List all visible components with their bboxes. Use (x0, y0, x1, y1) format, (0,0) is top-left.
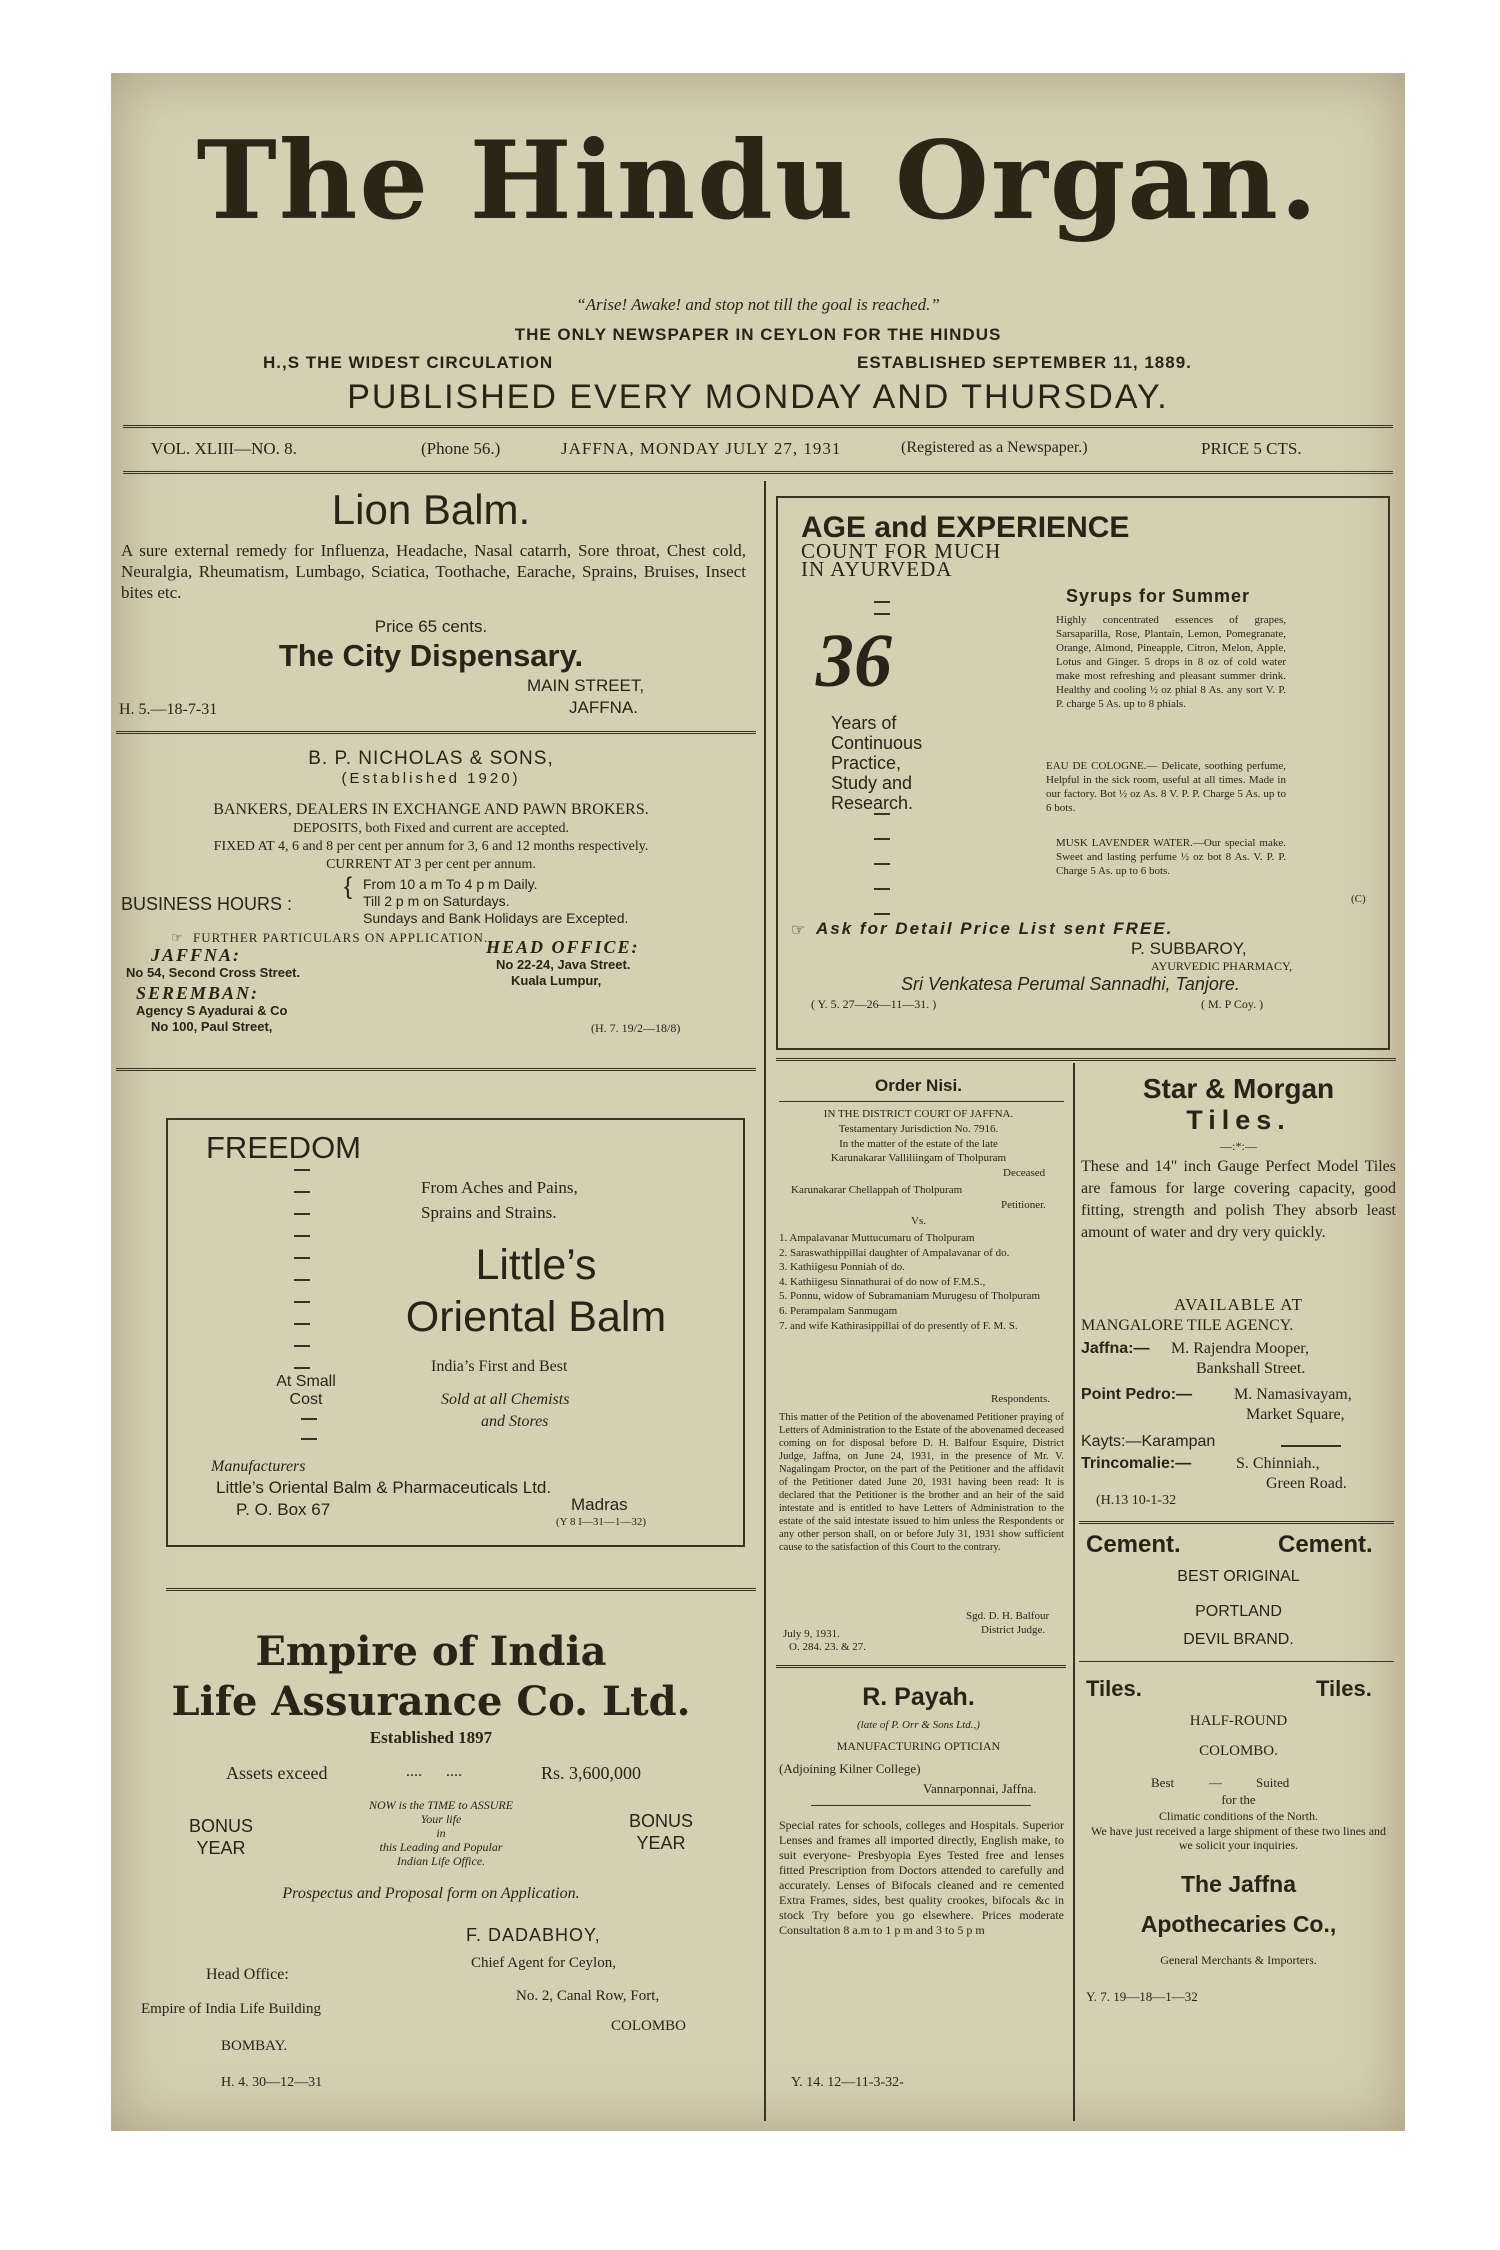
seremban-address-1: Agency S Ayadurai & Co (136, 1003, 288, 1018)
dash (874, 838, 890, 840)
jaffna-agent: M. Rajendra Mooper, (1171, 1340, 1309, 1357)
assure-line: Your life (420, 1812, 462, 1826)
payah-address: Vannarponnai, Jaffna. (923, 1781, 1037, 1796)
empire-established: Established 1897 (369, 1728, 493, 1747)
tiles-right: Tiles. (1316, 1676, 1372, 1701)
empire-building: Empire of India Life Building (141, 2001, 321, 2017)
hours-line-2: Till 2 p m on Saturdays. (363, 893, 510, 909)
ask-price-list: Ask for Detail Price List sent FREE. (816, 919, 1174, 938)
jaffna-apothecaries-2: Apothecaries Co., (1140, 1911, 1337, 1937)
published-line: PUBLISHED EVERY MONDAY AND THURSDAY. (347, 378, 1169, 416)
payah-body: Special rates for schools, colleges and Hospitals. Superior Lenses and frames all imported directly, English make, to suit everyone- Presbyopia Eyes Tested free and lenses fitted Prescription from Doctors attended to carefully and accurately. Lenses of Bifocals cleaned and re cemented Extra Frames, sides, best quality crookes, bifocals &c in stock Try before you go elsewhere. Prices moderate Consultation 8 a.m to 1 p m and 3 to 5 p m (779, 1818, 1064, 1937)
madras: Madras (571, 1495, 628, 1514)
payah-late: (late of P. Orr & Sons Ltd.,) (857, 1719, 980, 1731)
years-line: Study and (831, 773, 913, 793)
manufacturer-name: Little’s Oriental Balm & Pharmaceuticals Ltd. (216, 1478, 552, 1497)
years-line: Continuous (831, 733, 923, 753)
ad-reference: H. 4. 30—12—31 (221, 2075, 323, 2090)
jaffna-address: No 54, Second Cross Street. (126, 965, 301, 980)
respondent: 1. Ampalavanar Muttucumaru of Tholpuram (779, 1232, 975, 1244)
kayts-agent: Kayts:—Karampan (1081, 1433, 1216, 1450)
volume-number: VOL. XLIII—NO. 8. (151, 439, 297, 458)
divider (776, 1665, 1066, 1668)
dash (294, 1191, 310, 1193)
cologne-text: EAU DE COLOGNE.— Delicate, soothing perfume, Helpful in the sick room, useful at all times. Made in our factory. Bot ½ oz As. 8 V. P. P. Charge 5 As. up to 6 bots. (1046, 760, 1286, 814)
sold-2: and Stores (481, 1413, 549, 1430)
ad-reference: H. 5.—18-7-31 (119, 701, 218, 718)
years-line: Practice, (831, 753, 902, 773)
tagline: THE ONLY NEWSPAPER IN CEYLON FOR THE HINDUS (514, 325, 1002, 344)
point-pedro-address: Market Square, (1246, 1406, 1345, 1423)
jaffna-apothecaries-1: The Jaffna (1180, 1871, 1297, 1897)
prospectus: Prospectus and Proposal form on Application. (282, 1885, 580, 1902)
divider (1079, 1521, 1394, 1524)
jaffna-agent-label: Jaffna:— (1081, 1340, 1150, 1357)
half-round: HALF-ROUND (1189, 1713, 1288, 1729)
hand-pointer-icon: ☞ (171, 930, 183, 945)
agent-title: Chief Agent for Ceylon, (471, 1955, 616, 1971)
point-pedro-label: Point Pedro:— (1081, 1386, 1193, 1403)
pharmacy: AYURVEDIC PHARMACY, (1151, 959, 1293, 973)
ayurveda-sub-1: COUNT FOR MUCH (801, 539, 1002, 563)
respondent: 7. and wife Kathirasippillai of do presently of F. M. S. (779, 1319, 1018, 1332)
freedom-line-1: From Aches and Pains, (421, 1178, 578, 1197)
order-date: July 9, 1931. (783, 1628, 840, 1640)
phone: (Phone 56.) (421, 439, 501, 458)
assure-line: this Leading and Popular (379, 1840, 503, 1854)
assure-text (281, 1798, 601, 1868)
payah-optician: MANUFACTURING OPTICIAN (836, 1739, 1001, 1753)
price: PRICE 5 CTS. (1201, 439, 1302, 458)
dash (294, 1235, 310, 1237)
nicholas-deposits: DEPOSITS, both Fixed and current are accepted. (292, 821, 570, 836)
devil-brand: DEVIL BRAND. (1183, 1631, 1294, 1648)
freedom-title: FREEDOM (206, 1130, 361, 1165)
empire-title-1: Empire of India (255, 1628, 607, 1675)
lion-balm-body: A sure external remedy for Influenza, Headache, Nasal catarrh, Sore throat, Chest cold, Neuralgia, Rheumatism, Lumbago, Sciatica, Toothache, Earache, Sprains, Bruises, Insect bites etc. (121, 541, 746, 602)
dash (301, 1418, 317, 1420)
star-morgan-title: Star & Morgan (1142, 1073, 1335, 1104)
star-divider: —:*:— (1220, 1139, 1257, 1153)
court-name: IN THE DISTRICT COURT OF JAFFNA. (823, 1108, 1014, 1120)
head-office-address-2: Kuala Lumpur, (511, 973, 602, 988)
dash (874, 601, 890, 603)
cement-left: Cement. (1086, 1531, 1181, 1558)
order-body: This matter of the Petition of the abovenamed Petitioner praying of Letters of Administration to the Estate of the abovenamed deceased coming on for disposal before D. H. Balfour Esquire, District Judge, Jaffna, on June 24, 1931, in the presence of Mr. V. Nagalingam Proctor, on the part of the Petitioner and the affidavit of the Petitioner dated June 20, 1931 having been read: It is declared that the Petitioner is the brother and an heir of the said intestate and is entitled to have Letters of Administration to the estate of the said intestate issued to him unless the Respondents or any other person shall, on or before July 31, 1931 show sufficient cause to the satisfaction of this Court to the contrary. (779, 1412, 1064, 1553)
dispensary-name: The City Dispensary. (278, 638, 584, 673)
available-at: AVAILABLE AT (1174, 1295, 1303, 1314)
dash-separator: — (1209, 1775, 1222, 1790)
small-cost-2: Cost (289, 1391, 323, 1408)
dash (294, 1213, 310, 1215)
best-label: Best (1151, 1775, 1175, 1790)
manufacturers-label: Manufacturers (211, 1458, 306, 1475)
hours-line-1: From 10 a m To 4 p m Daily. (363, 876, 538, 892)
head-office-label: Head Office: (206, 1966, 289, 1983)
divider (166, 1588, 756, 1591)
lion-balm-price: Price 65 cents. (374, 617, 488, 636)
nicholas-fixed: FIXED AT 4, 6 and 8 per cent per annum for 3, 6 and 12 months respectively. (213, 839, 649, 854)
trincomalie-agent: S. Chinniah., (1236, 1455, 1320, 1472)
assure-line: Indian Life Office. (396, 1854, 486, 1868)
point-pedro-agent: M. Namasivayam, (1234, 1386, 1352, 1403)
nicholas-established: (Established 1920) (341, 770, 521, 787)
brace: { (344, 873, 353, 900)
divider (779, 1101, 1064, 1102)
matter-line-1: In the matter of the estate of the late (839, 1138, 998, 1150)
year-label: YEAR (196, 1838, 246, 1858)
ad-reference: (H. 7. 19/2—18/8) (591, 1021, 681, 1035)
bonus-label: BONUS (628, 1811, 693, 1831)
trincomalie-address: Green Road. (1266, 1475, 1347, 1492)
dash (294, 1301, 310, 1303)
portland: PORTLAND (1195, 1603, 1282, 1620)
signature: Sgd. D. H. Balfour (966, 1610, 1050, 1622)
ad-reference: (H.13 10-1-32 (1096, 1493, 1177, 1508)
business-hours-label: BUSINESS HOURS : (121, 894, 293, 914)
motto: “Arise! Awake! and stop not till the goal is reached.” (576, 295, 940, 314)
years-line: Research. (831, 793, 914, 813)
years-text (831, 713, 922, 813)
petitioner-line: Karunakarar Chellappah of Tholpuram (791, 1184, 963, 1196)
cement-right: Cement. (1278, 1531, 1373, 1558)
for-the: for the (1221, 1792, 1256, 1807)
dash (301, 1438, 317, 1440)
agent-name: F. DADABHOY, (466, 1925, 601, 1945)
nicholas-business: BANKERS, DEALERS IN EXCHANGE AND PAWN BROKERS. (213, 801, 649, 818)
musk-text: MUSK LAVENDER WATER.—Our special make. Sweet and lasting perfume ½ oz bot 8 As. V. P. P. Charge 5 As. up to 6 bots. (1056, 837, 1286, 877)
climatic: Climatic conditions of the North. (1159, 1809, 1318, 1823)
judge-title: District Judge. (981, 1624, 1046, 1636)
brand-name-1: Little’s (475, 1241, 597, 1289)
assets-value: Rs. 3,600,000 (541, 1763, 642, 1783)
dash (294, 1279, 310, 1281)
respondent: 3. Kathiigesu Ponniah of do. (779, 1261, 905, 1274)
registered: (Registered as a Newspaper.) (901, 439, 1088, 456)
respondents-list (779, 1231, 1064, 1333)
star-morgan-body: These and 14" inch Gauge Perfect Model Tiles are famous for large covering capacity, good fitting, strength and polish They absorb least amount of water and dry very quickly. (1081, 1158, 1396, 1241)
payah-adjoining: (Adjoining Kilner College) (779, 1761, 921, 1776)
tiles-left: Tiles. (1086, 1676, 1142, 1701)
ad-reference: ( Y. 5. 27—26—11—31. ) (811, 997, 937, 1011)
ad-reference: ( M. P Coy. ) (1201, 997, 1264, 1011)
jaffna-agent-address: Bankshall Street. (1196, 1360, 1306, 1377)
ayurveda-title: AGE and EXPERIENCE (801, 511, 1130, 544)
bonus-year-right (611, 1810, 711, 1854)
star-morgan-tiles: Tiles. (1186, 1105, 1291, 1135)
dash (874, 888, 890, 890)
assets-dots: .... .... (406, 1763, 462, 1780)
versus: Vs. (911, 1215, 926, 1227)
dispensary-town: JAFFNA. (569, 698, 638, 717)
newspaper-title: The Hindu Organ. (196, 118, 1320, 244)
bonus-label: BONUS (188, 1816, 253, 1836)
proprietor: P. SUBBAROY, (1131, 939, 1247, 958)
divider (1281, 1445, 1341, 1447)
circulation: H.,S THE WIDEST CIRCULATION (263, 353, 554, 372)
divider (123, 471, 1393, 474)
divider (776, 1058, 1396, 1061)
dateline: JAFFNA, MONDAY JULY 27, 1931 (561, 439, 842, 458)
further-particulars: FURTHER PARTICULARS ON APPLICATION. (193, 930, 489, 945)
colombo: COLOMBO (611, 2018, 687, 2034)
ayurveda-sub-2: IN AYURVEDA (801, 557, 953, 581)
syrups-text: Highly concentrated essences of grapes, Sarsaparilla, Rose, Plantain, Lemon, Pomegranate, Orange, Almond, Pineapple, Citron, Melon, Apple, Lotus and Ginger. 5 drops in 8 oz of cold water make most refreshing and pleasant summer drink. Healthy and cooling ½ oz phial 8 As. any sort V. P. P. charge 5 As. up to 8 phials. (1056, 614, 1286, 710)
dash (874, 913, 890, 915)
matter-line-2: Karunakarar Valliliingam of Tholpuram (830, 1152, 1007, 1164)
newspaper-page (111, 73, 1405, 2131)
shipment-note: We have just received a large shipment of these two lines and we solicit your inquiries. (1090, 1824, 1387, 1852)
deceased: Deceased (1003, 1167, 1046, 1179)
divider (1079, 1661, 1394, 1662)
ad-reference: Y. 7. 19—18—1—32 (1086, 1989, 1198, 2004)
column-rule (764, 481, 766, 2121)
nicholas-name: B. P. NICHOLAS & SONS, (308, 748, 554, 769)
brand-name-2: Oriental Balm (405, 1293, 667, 1341)
jurisdiction: Testamentary Jurisdiction No. 7916. (838, 1123, 999, 1135)
bombay: BOMBAY. (221, 2038, 288, 2054)
small-cost-1: At Small (276, 1373, 336, 1390)
syrups-title: Syrups for Summer (1066, 586, 1251, 606)
payah-title: R. Payah. (862, 1683, 975, 1711)
trincomalie-label: Trincomalie:— (1081, 1455, 1192, 1472)
lion-balm-title: Lion Balm. (331, 486, 531, 533)
dash (874, 813, 890, 815)
freedom-line-2: Sprains and Strains. (421, 1203, 557, 1222)
dash (294, 1169, 310, 1171)
respondent: 5. Ponnu, widow of Subramaniam Murugesu of Tholpuram (779, 1290, 1041, 1303)
agent-address: No. 2, Canal Row, Fort, (516, 1988, 660, 2004)
divider (123, 425, 1393, 428)
head-office-label: HEAD OFFICE: (486, 937, 640, 957)
jaffna-label: JAFFNA: (151, 945, 242, 965)
respondents-label: Respondents. (991, 1393, 1050, 1405)
dispensary-street: MAIN STREET, (527, 676, 645, 695)
ad-reference: Y. 14. 12—11-3-32- (791, 2075, 904, 2090)
year-label: YEAR (636, 1833, 686, 1853)
dash (294, 1345, 310, 1347)
po-box: P. O. Box 67 (236, 1500, 331, 1519)
tile-agency: MANGALORE TILE AGENCY. (1081, 1317, 1294, 1334)
assets-label: Assets exceed (226, 1763, 328, 1783)
dash (874, 613, 890, 615)
pharmacy-address: Sri Venkatesa Perumal Sannadhi, Tanjore. (901, 974, 1240, 994)
petitioner: Petitioner. (1001, 1199, 1046, 1211)
hand-pointer-icon: ☞ (791, 922, 806, 939)
ad-reference: O. 284. 23. & 27. (789, 1641, 866, 1653)
order-nisi-title: Order Nisi. (875, 1076, 962, 1095)
head-office-address-1: No 22-24, Java Street. (496, 957, 631, 972)
respondent: 4. Kathiigesu Sinnathurai of do now of F.M.S., (779, 1275, 986, 1288)
bonus-year-left (171, 1815, 271, 1859)
c-mark: (C) (1351, 893, 1366, 905)
divider (116, 731, 756, 734)
years-number: 36 (816, 619, 892, 703)
colombo-tiles: COLOMBO. (1199, 1743, 1278, 1759)
dash (294, 1257, 310, 1259)
hours-line-3: Sundays and Bank Holidays are Excepted. (363, 910, 629, 926)
assure-line: in (436, 1826, 446, 1840)
sold-1: Sold at all Chemists (441, 1391, 570, 1408)
suited-label: Suited (1256, 1775, 1290, 1790)
best-original: BEST ORIGINAL (1177, 1568, 1300, 1585)
dash (294, 1323, 310, 1325)
first-and-best: India’s First and Best (431, 1358, 568, 1375)
established: ESTABLISHED SEPTEMBER 11, 1889. (857, 353, 1192, 372)
merchants: General Merchants & Importers. (1160, 1953, 1317, 1967)
assure-line: NOW is the TIME to ASSURE (368, 1798, 514, 1812)
respondent: 2. Saraswathippillai daughter of Ampalavanar of do. (779, 1246, 1010, 1259)
dash (874, 863, 890, 865)
nicholas-current: CURRENT AT 3 per cent per annum. (326, 857, 536, 872)
dash (294, 1367, 310, 1369)
years-line: Years of (831, 713, 897, 733)
column-rule (1073, 1063, 1075, 2121)
ad-reference: (Y 8 I—31—1—32) (556, 1516, 647, 1528)
divider (116, 1068, 756, 1071)
seremban-label: SEREMBAN: (136, 983, 260, 1003)
respondent: 6. Perampalam Sanmugam (779, 1304, 898, 1317)
empire-title-2: Life Assurance Co. Ltd. (171, 1678, 691, 1725)
seremban-address-2: No 100, Paul Street, (151, 1019, 273, 1034)
divider (811, 1805, 1031, 1806)
